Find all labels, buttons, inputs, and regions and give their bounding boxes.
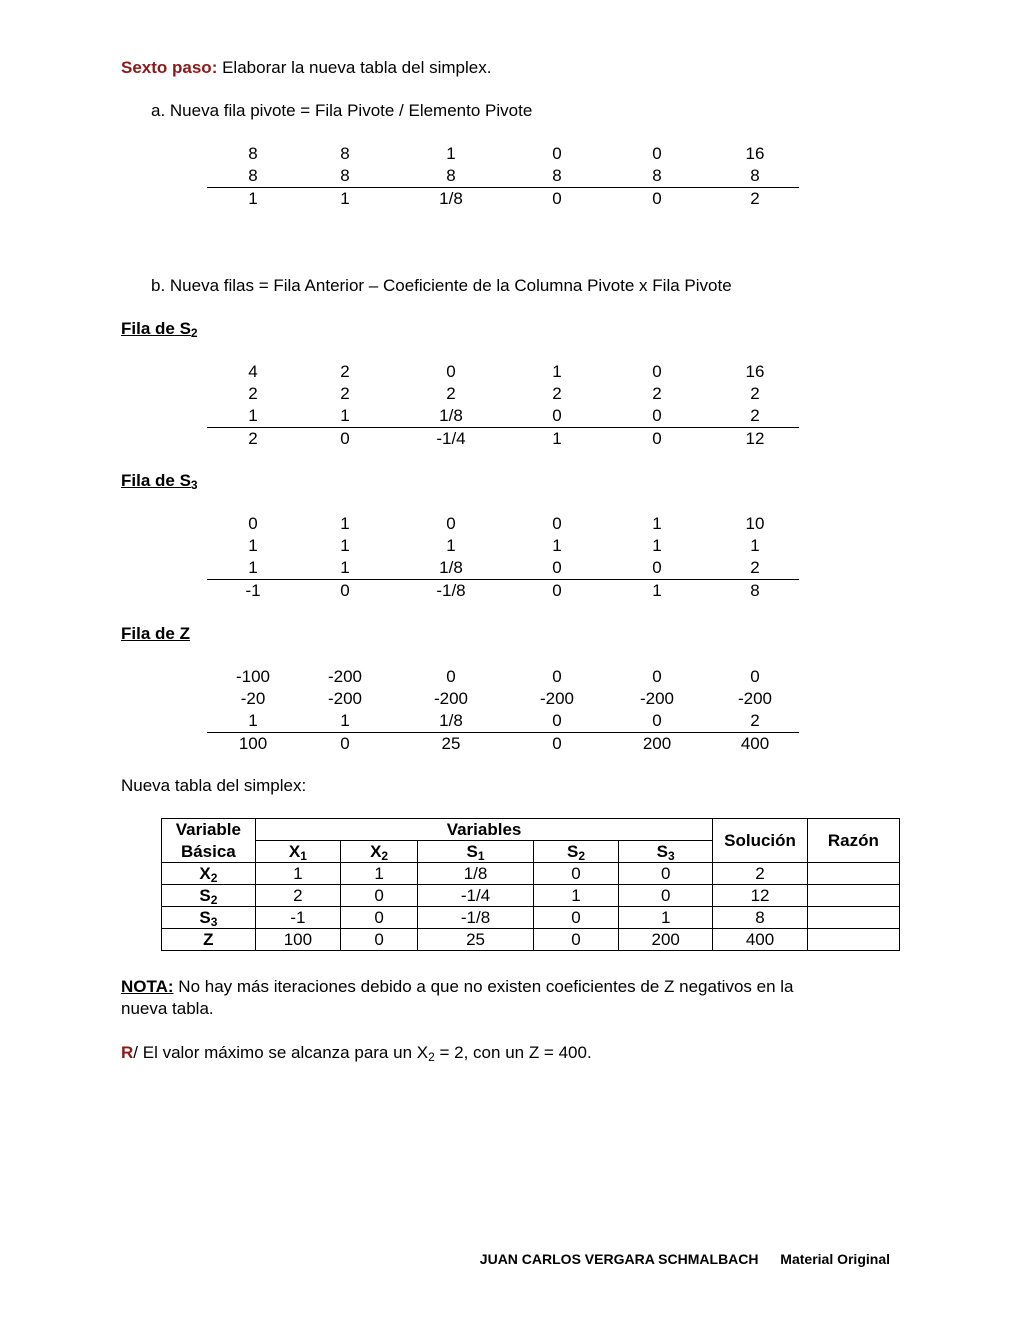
pivot-row-calculation <box>207 143 799 210</box>
simplex-row <box>162 885 900 907</box>
calc-row <box>207 688 799 710</box>
calc-cell: 1 <box>340 514 350 533</box>
calc-cell: 1/8 <box>439 558 463 577</box>
calc-cell: 0 <box>511 733 603 756</box>
coef-cell: 0 <box>533 907 618 929</box>
calc-cell: 10 <box>745 514 765 533</box>
ratio-cell <box>807 863 899 885</box>
s3-row-calculation <box>207 513 799 602</box>
calc-cell: -200 <box>539 689 575 708</box>
calc-cell: 1 <box>511 428 603 451</box>
calc-cell: 1/8 <box>391 188 511 211</box>
calc-row <box>207 580 799 603</box>
note-line-1: NOTA: No hay más iteraciones debido a que no existen coeficientes de Z negativos en la <box>121 977 794 996</box>
coef-cell: 1 <box>533 885 618 907</box>
coef-cell: 0 <box>533 863 618 885</box>
calc-cell: 1 <box>248 558 258 577</box>
calc-cell: 1/8 <box>439 711 463 730</box>
calc-cell: 1 <box>603 580 711 603</box>
coef-cell: 0 <box>619 863 713 885</box>
calc-cell: 25 <box>391 733 511 756</box>
calc-cell: 8 <box>446 166 456 185</box>
calc-cell: 1 <box>340 711 350 730</box>
solution-cell: 8 <box>713 907 807 929</box>
calc-cell: 2 <box>207 428 299 451</box>
simplex-row <box>162 863 900 885</box>
calc-cell: 0 <box>299 580 391 603</box>
calc-cell: 0 <box>652 558 662 577</box>
calc-cell: 2 <box>750 384 760 403</box>
calc-cell: 1 <box>340 406 350 425</box>
calc-cell: 8 <box>340 166 350 185</box>
calc-cell: 1 <box>340 536 350 555</box>
calc-cell: 0 <box>552 406 562 425</box>
calc-row <box>207 383 799 405</box>
calc-cell: 0 <box>299 733 391 756</box>
footer-author: JUAN CARLOS VERGARA SCHMALBACH <box>479 1251 759 1267</box>
answer-line: R/ El valor máximo se alcanza para un $X_2 = 2$, con un Z = 400. <box>121 1043 592 1064</box>
step-heading <box>121 58 491 78</box>
calc-cell: 1 <box>248 711 258 730</box>
calc-cell: 0 <box>603 428 711 451</box>
calc-cell: 8 <box>750 166 760 185</box>
calc-row <box>207 733 799 756</box>
calc-row <box>207 710 799 733</box>
coef-cell: 0 <box>341 907 418 929</box>
solution-header: Solución <box>713 819 807 863</box>
solution-cell: 400 <box>713 929 807 951</box>
calc-cell: -1/4 <box>391 428 511 451</box>
calc-cell: 1 <box>652 514 662 533</box>
calc-cell: 16 <box>745 144 765 163</box>
calc-cell: 0 <box>603 188 711 211</box>
calc-cell: 1 <box>248 536 258 555</box>
calc-row <box>207 361 799 383</box>
calc-row <box>207 666 799 688</box>
calc-cell: 12 <box>711 428 799 451</box>
ratio-cell <box>807 885 899 907</box>
calc-cell: 0 <box>552 558 562 577</box>
calc-cell: 8 <box>552 166 562 185</box>
calc-cell: 2 <box>750 711 760 730</box>
calc-cell: -200 <box>737 689 773 708</box>
calc-cell: 2 <box>340 384 350 403</box>
var-col-header: $S_1$ <box>418 841 534 863</box>
basic-var-cell: Z <box>162 929 256 951</box>
footer-note: Material Original <box>780 1251 890 1267</box>
solution-cell: 2 <box>713 863 807 885</box>
variables-header: Variables <box>255 819 713 841</box>
calc-cell: 0 <box>652 144 662 163</box>
calc-cell: 0 <box>446 514 456 533</box>
calc-cell: 0 <box>552 667 562 686</box>
coef-cell: 1 <box>341 863 418 885</box>
coef-cell: 0 <box>341 929 418 951</box>
basic-var-header-top: Variable <box>162 819 256 841</box>
calc-cell: 0 <box>511 580 603 603</box>
calc-cell: -200 <box>433 689 469 708</box>
calc-cell: 2 <box>711 188 799 211</box>
calc-cell: -200 <box>639 689 675 708</box>
calc-row <box>207 188 799 211</box>
calc-cell: 1 <box>207 188 299 211</box>
s3-heading: Fila de $S_3$ <box>121 471 198 492</box>
calc-cell: 0 <box>511 188 603 211</box>
basic-var-cell: $S_2$ <box>162 885 256 907</box>
coef-cell: 0 <box>341 885 418 907</box>
calc-cell: -20 <box>240 689 266 708</box>
simplex-table <box>161 818 900 951</box>
simplex-row <box>162 907 900 929</box>
coef-cell: -1 <box>255 907 340 929</box>
calc-row <box>207 143 799 165</box>
calc-row <box>207 557 799 580</box>
calc-cell: 100 <box>207 733 299 756</box>
calc-cell: 1 <box>446 536 456 555</box>
calc-cell: 0 <box>299 428 391 451</box>
var-col-header: $S_2$ <box>533 841 618 863</box>
calc-cell: 0 <box>552 711 562 730</box>
calc-cell: 200 <box>603 733 711 756</box>
note-label: NOTA: <box>121 977 174 996</box>
calc-cell: -200 <box>327 667 363 686</box>
calc-cell: 0 <box>446 362 456 381</box>
coef-cell: 25 <box>418 929 534 951</box>
simplex-row <box>162 929 900 951</box>
calc-cell: 2 <box>248 384 258 403</box>
basic-var-cell: $S_3$ <box>162 907 256 929</box>
var-col-header: $X_2$ <box>341 841 418 863</box>
calc-cell: 8 <box>248 144 258 163</box>
calc-row <box>207 513 799 535</box>
calc-cell: 0 <box>552 514 562 533</box>
var-col-header: $S_3$ <box>619 841 713 863</box>
footer <box>480 1251 890 1267</box>
calc-cell: 0 <box>552 144 562 163</box>
calc-cell: 8 <box>340 144 350 163</box>
coef-cell: 0 <box>619 885 713 907</box>
step-text: Elaborar la nueva tabla del simplex. <box>222 58 492 77</box>
calc-cell: 1 <box>248 406 258 425</box>
ratio-cell <box>807 907 899 929</box>
z-heading: Fila de Z <box>121 624 190 643</box>
coef-cell: 1 <box>255 863 340 885</box>
calc-cell: -200 <box>327 689 363 708</box>
coef-cell: -1/8 <box>418 907 534 929</box>
calc-cell: 2 <box>446 384 456 403</box>
var-col-header: $X_1$ <box>255 841 340 863</box>
calc-cell: 1 <box>552 362 562 381</box>
calc-cell: 8 <box>711 580 799 603</box>
s2-row-calculation <box>207 361 799 450</box>
item-a-text: a. Nueva fila pivote = Fila Pivote / Elemento Pivote <box>151 101 533 120</box>
basic-var-cell: $X_2$ <box>162 863 256 885</box>
calc-cell: 0 <box>652 362 662 381</box>
calc-cell: 8 <box>248 166 258 185</box>
calc-cell: 2 <box>552 384 562 403</box>
calc-cell: 1 <box>446 144 456 163</box>
calc-cell: 1 <box>552 536 562 555</box>
calc-cell: -1 <box>207 580 299 603</box>
calc-cell: 1 <box>340 558 350 577</box>
calc-cell: 0 <box>446 667 456 686</box>
s2-heading: Fila de $S_2$ <box>121 319 198 340</box>
calc-row <box>207 405 799 428</box>
calc-cell: 1 <box>750 536 760 555</box>
calc-cell: 0 <box>248 514 258 533</box>
coef-cell: 100 <box>255 929 340 951</box>
calc-row <box>207 165 799 188</box>
calc-cell: 0 <box>750 667 760 686</box>
ratio-header: Razón <box>807 819 899 863</box>
coef-cell: 1/8 <box>418 863 534 885</box>
solution-cell: 12 <box>713 885 807 907</box>
answer-label: R <box>121 1043 134 1062</box>
note-line-2: nueva tabla. <box>121 999 214 1018</box>
calc-cell: 0 <box>652 711 662 730</box>
calc-cell: 8 <box>652 166 662 185</box>
coef-cell: 200 <box>619 929 713 951</box>
calc-cell: 1 <box>299 188 391 211</box>
step-label: Sexto paso: <box>121 58 218 77</box>
calc-cell: 2 <box>340 362 350 381</box>
coef-cell: 0 <box>533 929 618 951</box>
calc-cell: 2 <box>750 558 760 577</box>
calc-row <box>207 428 799 451</box>
calc-cell: 0 <box>652 667 662 686</box>
basic-var-header-bottom: Básica <box>162 841 256 863</box>
calc-cell: 2 <box>652 384 662 403</box>
calc-cell: 1 <box>652 536 662 555</box>
coef-cell: -1/4 <box>418 885 534 907</box>
calc-row <box>207 535 799 557</box>
calc-cell: 400 <box>711 733 799 756</box>
item-b-text: b. Nueva filas = Fila Anterior – Coeficiente de la Columna Pivote x Fila Pivote <box>151 276 732 295</box>
z-row-calculation <box>207 666 799 755</box>
calc-cell: -100 <box>235 667 271 686</box>
calc-cell: 0 <box>652 406 662 425</box>
calc-cell: 16 <box>745 362 765 381</box>
calc-cell: 1/8 <box>439 406 463 425</box>
ratio-cell <box>807 929 899 951</box>
new-table-label: Nueva tabla del simplex: <box>121 776 307 795</box>
calc-cell: 2 <box>750 406 760 425</box>
calc-cell: 4 <box>248 362 258 381</box>
coef-cell: 2 <box>255 885 340 907</box>
calc-cell: -1/8 <box>391 580 511 603</box>
coef-cell: 1 <box>619 907 713 929</box>
